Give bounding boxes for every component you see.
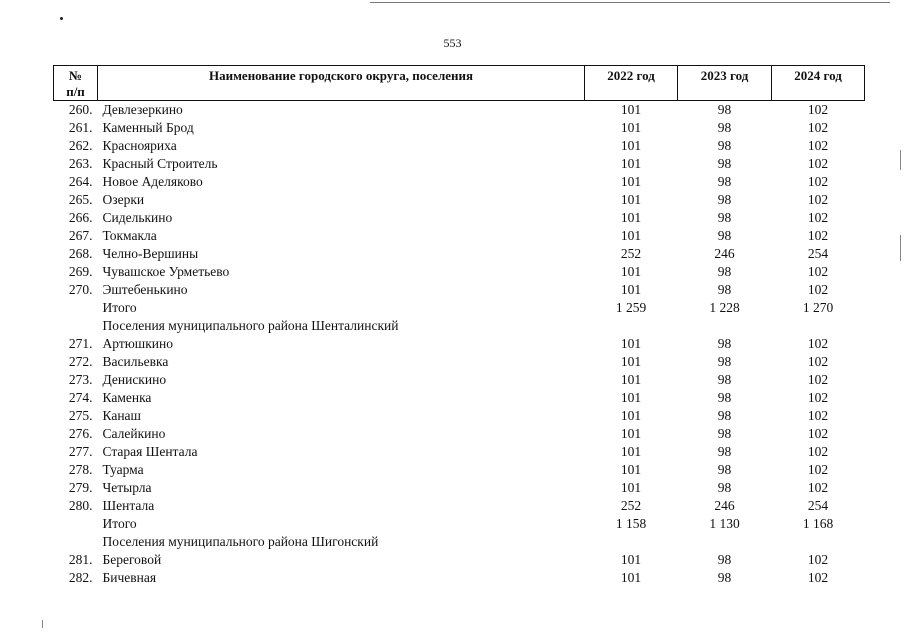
row-number: 261. xyxy=(68,120,93,135)
row-number: 271. xyxy=(68,336,93,351)
value-2023: 98 xyxy=(717,372,732,387)
settlement-name: Канаш xyxy=(102,408,141,423)
row-number: 265. xyxy=(68,192,93,207)
settlement-name: Васильевка xyxy=(102,354,169,369)
table-row xyxy=(54,245,865,263)
table-row xyxy=(54,425,865,443)
value-2024: 102 xyxy=(807,390,829,405)
value-2024: 102 xyxy=(807,174,829,189)
settlement-name: Туарма xyxy=(102,462,144,477)
value-2023: 98 xyxy=(717,426,732,441)
value-2022: 252 xyxy=(620,498,642,513)
table-row xyxy=(54,137,865,155)
settlement-name: Бичевная xyxy=(102,570,157,585)
row-number: 274. xyxy=(68,390,93,405)
value-2023: 98 xyxy=(717,210,732,225)
value-2024: 102 xyxy=(807,444,829,459)
row-number: 277. xyxy=(68,444,93,459)
value-2024: 102 xyxy=(807,138,829,153)
value-2023: 98 xyxy=(717,174,732,189)
value-2023: 98 xyxy=(717,480,732,495)
scan-mark-left xyxy=(42,620,43,628)
row-number: 281. xyxy=(68,552,93,567)
table-row xyxy=(54,209,865,227)
value-2022: 101 xyxy=(620,426,642,441)
data-table xyxy=(53,65,865,587)
settlement-name: Чувашское Урметьево xyxy=(102,264,230,279)
value-2022: 101 xyxy=(620,552,642,567)
value-2022: 101 xyxy=(620,462,642,477)
value-2024: 102 xyxy=(807,426,829,441)
value-2023: 98 xyxy=(717,462,732,477)
section-title: Поселения муниципального района Шенталинский xyxy=(102,318,399,333)
value-2022: 101 xyxy=(620,480,642,495)
row-number: 266. xyxy=(68,210,93,225)
row-number: 280. xyxy=(68,498,93,513)
value-2024: 102 xyxy=(807,480,829,495)
settlement-name: Денискино xyxy=(102,372,167,387)
scan-border-line xyxy=(370,2,890,3)
value-2024: 102 xyxy=(807,102,829,117)
settlement-name: Артюшкино xyxy=(102,336,173,351)
value-2024: 102 xyxy=(807,552,829,567)
table-header-row xyxy=(54,66,865,101)
settlement-name: Токмакла xyxy=(102,228,157,243)
row-number: 279. xyxy=(68,480,93,495)
value-2022: 101 xyxy=(620,102,642,117)
row-number: 278. xyxy=(68,462,93,477)
table-row xyxy=(54,227,865,245)
header-year-2023: 2023 год xyxy=(678,66,772,101)
value-2022: 101 xyxy=(620,228,642,243)
header-year-2024: 2024 год xyxy=(772,66,865,101)
value-2023: 1 228 xyxy=(709,300,740,315)
table-row xyxy=(54,191,865,209)
value-2024: 102 xyxy=(807,120,829,135)
table-row xyxy=(54,371,865,389)
value-2024: 102 xyxy=(807,570,829,585)
settlement-name: Новое Аделяково xyxy=(102,174,203,189)
settlement-name: Сиделькино xyxy=(102,210,173,225)
value-2022: 101 xyxy=(620,354,642,369)
value-2023: 98 xyxy=(717,156,732,171)
value-2022: 101 xyxy=(620,390,642,405)
value-2023: 98 xyxy=(717,192,732,207)
table-row xyxy=(54,101,865,120)
value-2023: 1 130 xyxy=(709,516,740,531)
header-number-abbr: п/п xyxy=(66,84,85,99)
value-2024: 102 xyxy=(807,336,829,351)
value-2023: 98 xyxy=(717,282,732,297)
value-2022: 101 xyxy=(620,444,642,459)
value-2024: 102 xyxy=(807,408,829,423)
row-number: 269. xyxy=(68,264,93,279)
table-row xyxy=(54,551,865,569)
row-number xyxy=(54,299,98,317)
table-row xyxy=(54,407,865,425)
section-title: Поселения муниципального района Шигонский xyxy=(102,534,379,549)
table-row xyxy=(54,119,865,137)
value-2023: 98 xyxy=(717,444,732,459)
row-number: 260. xyxy=(68,102,93,117)
value-2023: 98 xyxy=(717,552,732,567)
settlement-name: Шентала xyxy=(102,498,155,513)
section-number-cell xyxy=(54,317,98,335)
scan-speck xyxy=(60,17,63,20)
row-number: 267. xyxy=(68,228,93,243)
table-row xyxy=(54,569,865,587)
value-2023: 246 xyxy=(714,246,735,261)
table-body xyxy=(54,101,865,588)
value-2023: 98 xyxy=(717,408,732,423)
row-number: 272. xyxy=(68,354,93,369)
value-2024: 102 xyxy=(807,372,829,387)
table-row xyxy=(54,173,865,191)
settlement-name: Девлезеркино xyxy=(102,102,183,117)
settlement-name: Салейкино xyxy=(102,426,166,441)
settlement-name: Четырла xyxy=(102,480,152,495)
table-row xyxy=(54,353,865,371)
value-2024: 1 270 xyxy=(802,300,834,315)
header-number-sign: № xyxy=(68,68,83,83)
section-number-cell xyxy=(54,533,98,551)
scan-mark-right xyxy=(900,150,901,170)
settlement-name: Каменка xyxy=(102,390,152,405)
value-2022: 101 xyxy=(620,120,642,135)
value-2023: 246 xyxy=(714,498,735,513)
value-2023: 98 xyxy=(717,390,732,405)
row-number: 264. xyxy=(68,174,93,189)
header-number xyxy=(54,66,98,101)
settlement-name: Каменный Брод xyxy=(102,120,194,135)
value-2024: 102 xyxy=(807,192,829,207)
value-2022: 101 xyxy=(620,570,642,585)
value-2022: 1 158 xyxy=(615,516,647,531)
total-row xyxy=(54,515,865,533)
value-2023: 98 xyxy=(717,120,732,135)
row-number: 268. xyxy=(68,246,93,261)
settlement-name: Красный Строитель xyxy=(102,156,218,171)
settlement-name: Челно-Вершины xyxy=(102,246,199,261)
value-2023: 98 xyxy=(717,102,732,117)
row-number: 275. xyxy=(68,408,93,423)
value-2022: 101 xyxy=(620,156,642,171)
row-number: 262. xyxy=(68,138,93,153)
table-row xyxy=(54,335,865,353)
value-2022: 101 xyxy=(620,174,642,189)
value-2024: 1 168 xyxy=(802,516,834,531)
data-table-container xyxy=(53,65,864,587)
value-2024: 102 xyxy=(807,462,829,477)
value-2022: 252 xyxy=(620,246,642,261)
total-label: Итого xyxy=(102,300,137,315)
row-number: 276. xyxy=(68,426,93,441)
table-row xyxy=(54,479,865,497)
value-2023: 98 xyxy=(717,264,732,279)
value-2022: 101 xyxy=(620,264,642,279)
value-2024: 102 xyxy=(807,354,829,369)
settlement-name: Старая Шентала xyxy=(102,444,198,459)
table-row xyxy=(54,281,865,299)
row-number: 273. xyxy=(68,372,93,387)
section-header-row xyxy=(54,533,865,551)
row-number: 263. xyxy=(68,156,93,171)
value-2022: 101 xyxy=(620,336,642,351)
section-header-row xyxy=(54,317,865,335)
value-2024: 102 xyxy=(807,282,829,297)
header-name: Наименование городского округа, поселения xyxy=(98,66,585,101)
total-row xyxy=(54,299,865,317)
page-number: 553 xyxy=(443,36,462,50)
value-2022: 101 xyxy=(620,372,642,387)
value-2023: 98 xyxy=(717,138,732,153)
table-row xyxy=(54,443,865,461)
table-row xyxy=(54,461,865,479)
settlement-name: Эштебенькино xyxy=(102,282,188,297)
value-2024: 254 xyxy=(807,498,829,513)
row-number: 270. xyxy=(68,282,93,297)
settlement-name: Береговой xyxy=(102,552,162,567)
scan-mark-right-lower xyxy=(900,235,901,261)
value-2024: 102 xyxy=(807,210,829,225)
table-row xyxy=(54,497,865,515)
value-2022: 101 xyxy=(620,408,642,423)
settlement-name: Озерки xyxy=(102,192,145,207)
value-2023: 98 xyxy=(717,354,732,369)
value-2024: 102 xyxy=(807,156,829,171)
table-row xyxy=(54,155,865,173)
value-2024: 102 xyxy=(807,228,829,243)
row-number: 282. xyxy=(68,570,93,585)
total-label: Итого xyxy=(102,516,137,531)
value-2023: 98 xyxy=(717,336,732,351)
value-2024: 102 xyxy=(807,264,829,279)
value-2023: 98 xyxy=(717,570,732,585)
table-row xyxy=(54,263,865,281)
value-2024: 254 xyxy=(807,246,829,261)
value-2022: 101 xyxy=(620,138,642,153)
row-number xyxy=(54,515,98,533)
value-2022: 101 xyxy=(620,210,642,225)
settlement-name: Краснояриха xyxy=(102,138,177,153)
table-row xyxy=(54,389,865,407)
value-2022: 101 xyxy=(620,192,642,207)
value-2023: 98 xyxy=(717,228,732,243)
value-2022: 1 259 xyxy=(615,300,647,315)
value-2022: 101 xyxy=(620,282,642,297)
header-year-2022: 2022 год xyxy=(585,66,678,101)
